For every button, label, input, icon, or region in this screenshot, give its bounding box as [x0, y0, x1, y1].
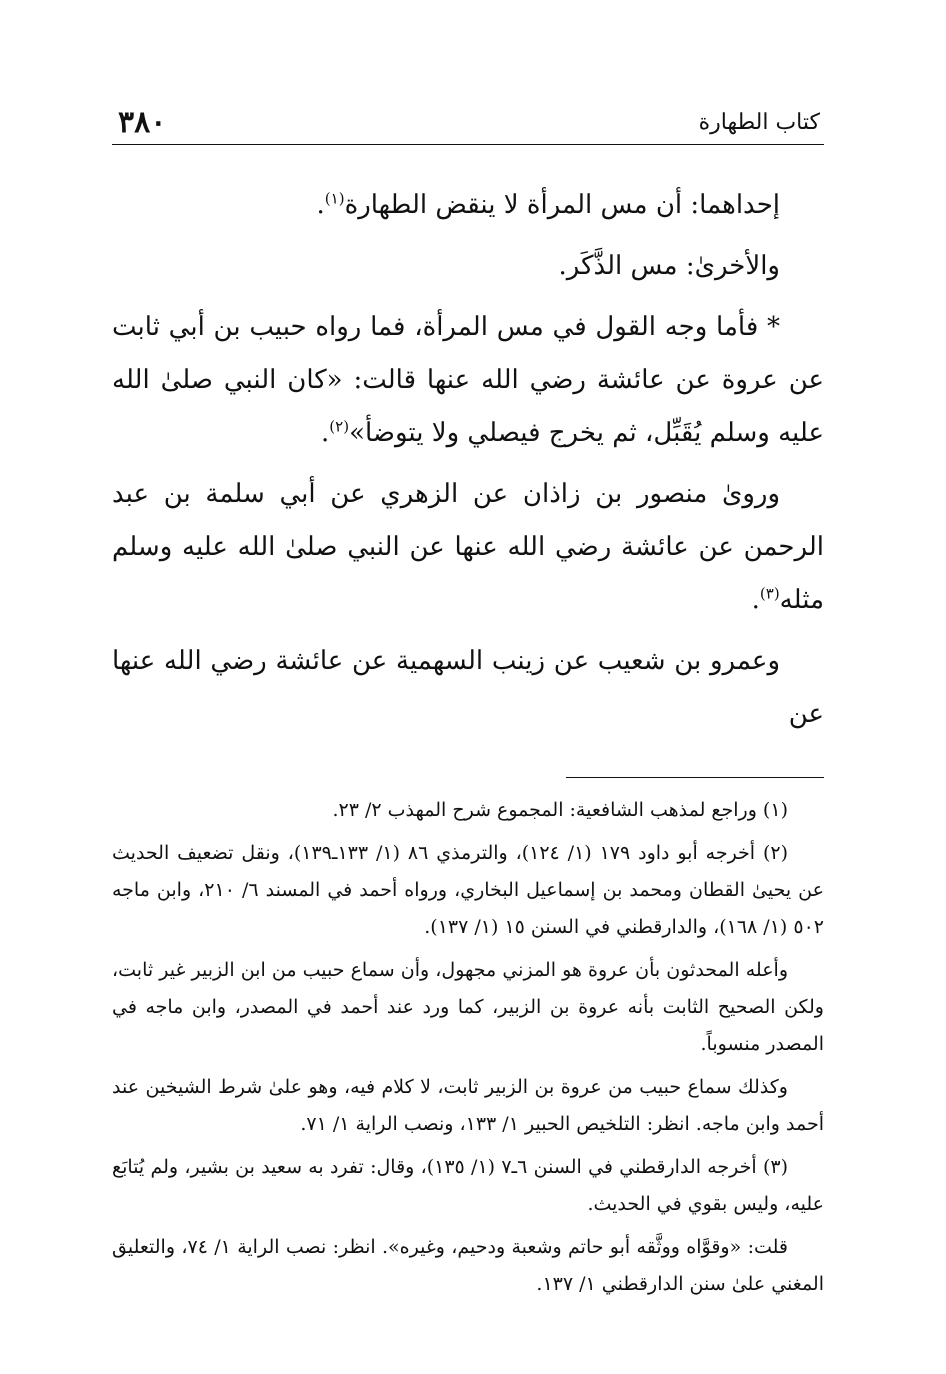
- footnote-marker-2: (٢): [329, 417, 350, 436]
- page-number: ٣٨٠: [118, 105, 167, 140]
- book-title: كتاب الطهارة: [698, 110, 820, 135]
- paragraph: والأخرىٰ: مس الذَّكَر.: [558, 251, 780, 281]
- paragraph: [112, 179, 824, 232]
- footnote-marker-1: (١): [324, 189, 345, 208]
- paragraph: وعمرو بن شعيب عن زينب السهمية عن عائشة رضي الله عنها عن: [112, 646, 824, 729]
- paragraph-text: وروىٰ منصور بن زاذان عن الزهري عن أبي سلمة بن عبد الرحمن عن عائشة رضي الله عنها عن النبي صلىٰ الله عليه وسلم مثله: [112, 479, 824, 615]
- footnote-1: (١) وراجع لمذهب الشافعية: المجموع شرح المهذب ٢/ ٢٣.: [332, 799, 788, 821]
- footnote-2-continued: وكذلك سماع حبيب من عروة بن الزبير ثابت، لا كلام فيه، وهو علىٰ شرط الشيخين عند أحمد وابن ماجه. انظر: التلخيص الحبير ١/ ١٣٣، ونصب الراية ١/ ٧١.: [112, 1076, 824, 1135]
- book-page: [112, 105, 824, 1309]
- footnote-marker-3: (٣): [759, 584, 780, 603]
- footnote-divider: [566, 777, 824, 778]
- footnote-3: (٣) أخرجه الدارقطني في السنن ٦ـ٧ (١/ ١٣٥)، وقال: تفرد به سعيد بن بشير، ولم يُتابَع عليه، وليس بقوي في الحديث.: [112, 1156, 824, 1215]
- footnote-2-continued: وأعله المحدثون بأن عروة هو المزني مجهول، وأن سماع حبيب من ابن الزبير غير ثابت، ولكن الصحيح الثابت بأنه عروة بن الزبير، كما ورد عند أحمد في المصدر، وابن ماجه في المصدر منسوباً.: [112, 959, 824, 1055]
- paragraph: [112, 468, 824, 627]
- footnote-2: (٢) أخرجه أبو داود ١٧٩ (١/ ١٢٤)، والترمذي ٨٦ (١/ ١٣٣ـ١٣٩)، ونقل تضعيف الحديث عن يحيىٰ القطان ومحمد بن إسماعيل البخاري، ورواه أحمد في المسند ٦/ ٢١٠، وابن ماجه ٥٠٢ (١/ ١٦٨)، والدارقطني في السنن ١٥ (١/ ١٣٧).: [112, 842, 824, 938]
- paragraph-end: .: [321, 418, 330, 448]
- footnotes: [112, 792, 824, 1303]
- paragraph-end: .: [751, 585, 760, 615]
- paragraph-end: .: [316, 190, 325, 220]
- paragraph: [112, 301, 824, 460]
- main-text: [112, 179, 824, 741]
- paragraph-text: * فأما وجه القول في مس المرأة، فما رواه حبيب بن أبي ثابت عن عروة عن عائشة رضي الله عنها قالت: «كان النبي صلىٰ الله عليه وسلم يُقَبِّل، ثم يخرج فيصلي ولا يتوضأ»: [112, 312, 824, 448]
- page-header: [112, 105, 824, 145]
- footnote-3-continued: قلت: «وقوَّاه ووثَّقه أبو حاتم وشعبة ودحيم، وغيره». انظر: نصب الراية ١/ ٧٤، والتعليق المغني علىٰ سنن الدارقطني ١/ ١٣٧.: [112, 1236, 824, 1295]
- paragraph-text: إحداهما: أن مس المرأة لا ينقض الطهارة: [344, 190, 780, 220]
